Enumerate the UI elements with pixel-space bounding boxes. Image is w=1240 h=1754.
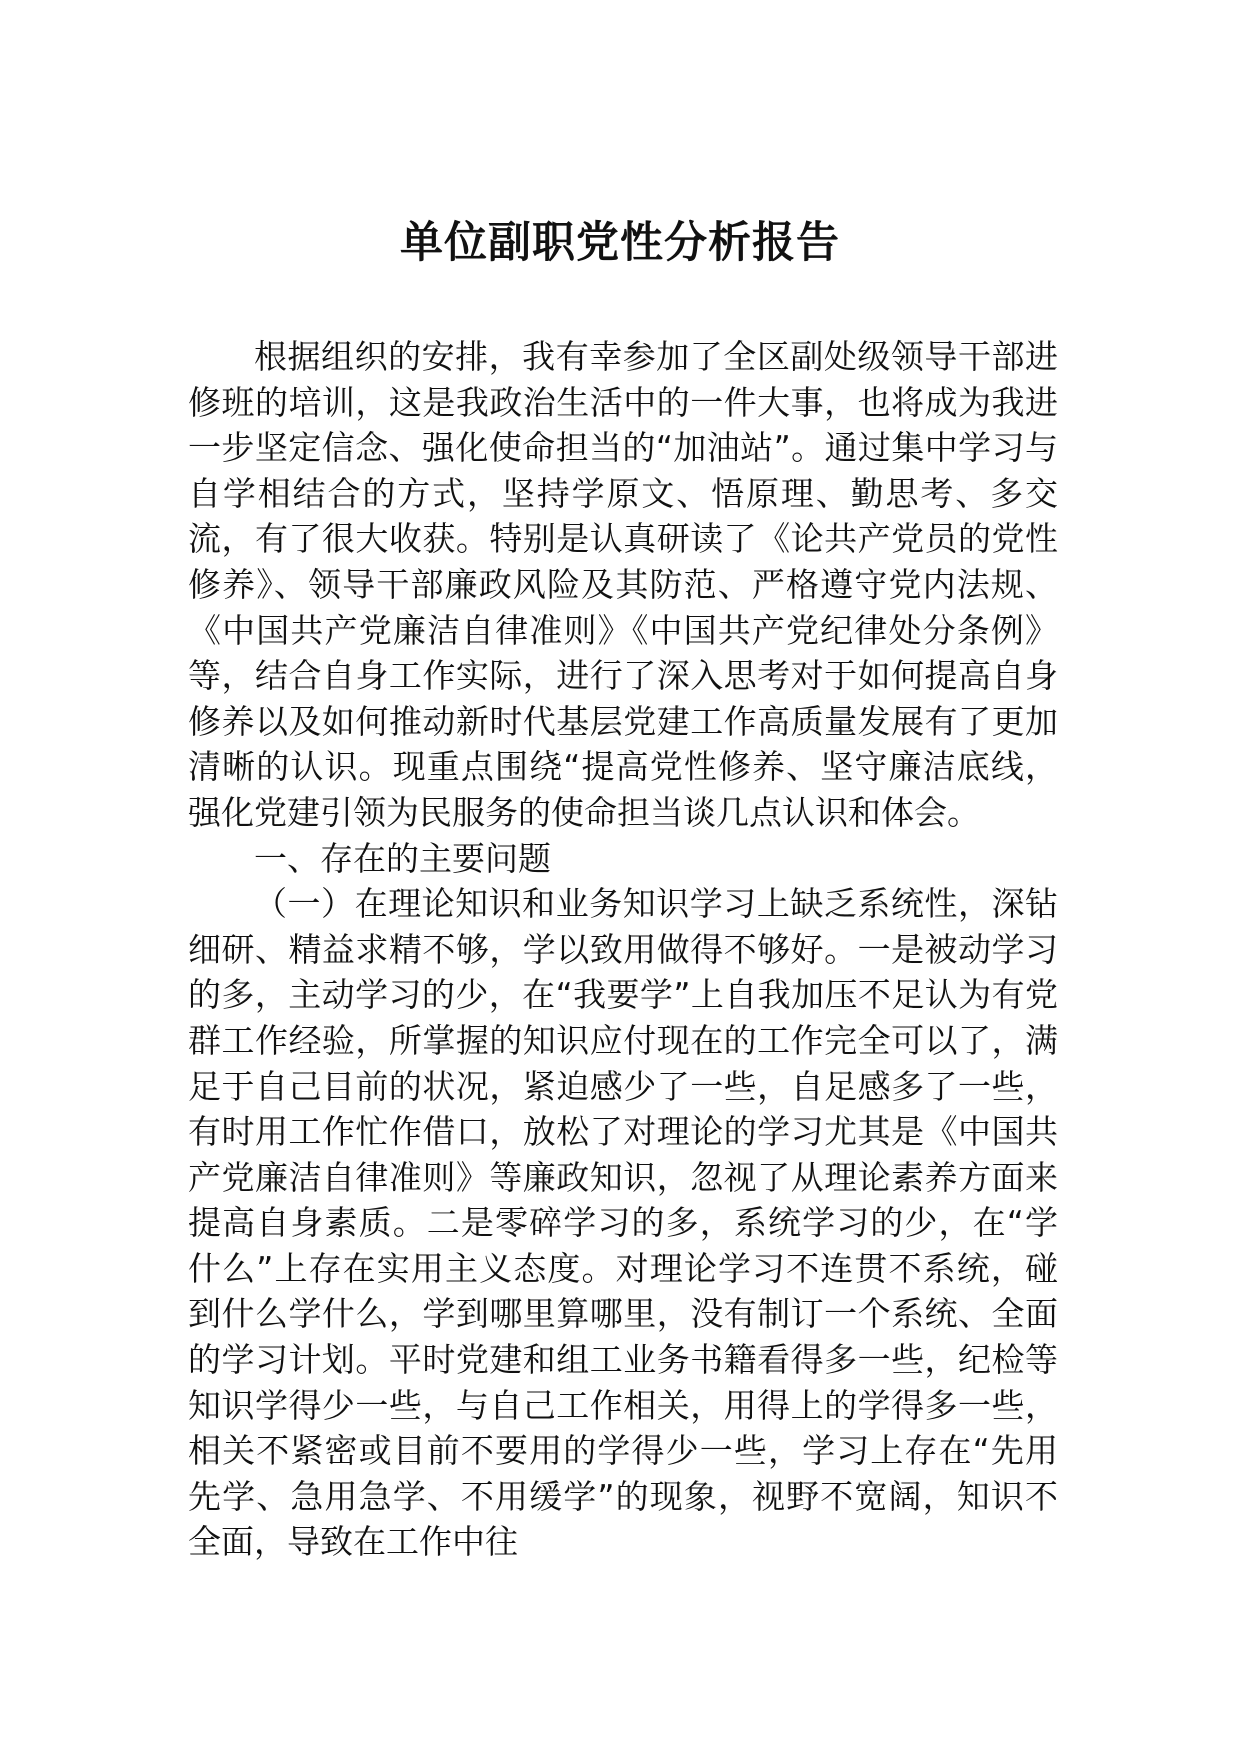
document-title: 单位副职党性分析报告 [400, 218, 840, 268]
intro-paragraph: 根据组织的安排，我有幸参加了全区副处级领导干部进修班的培训，这是我政治生活中的一件大事，也将成为我进一步坚定信念、强化使命担当的“加油站”。通过集中学习与自学相结合的方式，坚持学原文、悟原理、勤思考、多交流，有了很大收获。特别是认真研读了《论共产党员的党性修养》、领导干部廉政风险及其防范、严格遵守党内法规、《中国共产党廉洁自律准则》《中国共产党纪律处分条例》等，结合自身工作实际，进行了深入思考对于如何提高自身修养以及如何推动新时代基层党建工作高质量发展有了更加清晰的认识。现重点围绕“提高党性修养、坚守廉洁底线，强化党建引领为民服务的使命担当谈几点认识和体会。 [188, 337, 1058, 832]
document-body [188, 334, 1058, 1565]
section-heading: 一、存在的主要问题 [254, 838, 551, 878]
problem-paragraph: （一）在理论知识和业务知识学习上缺乏系统性，深钻细研、精益求精不够，学以致用做得不够好。一是被动学习的多，主动学习的少，在“我要学”上自我加压不足认为有党群工作经验，所掌握的知识应付现在的工作完全可以了，满足于自己目前的状况，紧迫感少了一些，自足感多了一些，有时用工作忙作借口，放松了对理论的学习尤其是《中国共产党廉洁自律准则》等廉政知识，忽视了从理论素养方面来提高自身素质。二是零碎学习的多，系统学习的少，在“学什么”上存在实用主义态度。对理论学习不连贯不系统，碰到什么学什么，学到哪里算哪里，没有制订一个系统、全面的学习计划。平时党建和组工业务书籍看得多一些，纪检等知识学得少一些，与自己工作相关，用得上的学得多一些，相关不紧密或目前不要用的学得少一些，学习上存在“先用先学、急用急学、不用缓学”的现象，视野不宽阔，知识不全面，导致在工作中往 [188, 884, 1058, 1562]
